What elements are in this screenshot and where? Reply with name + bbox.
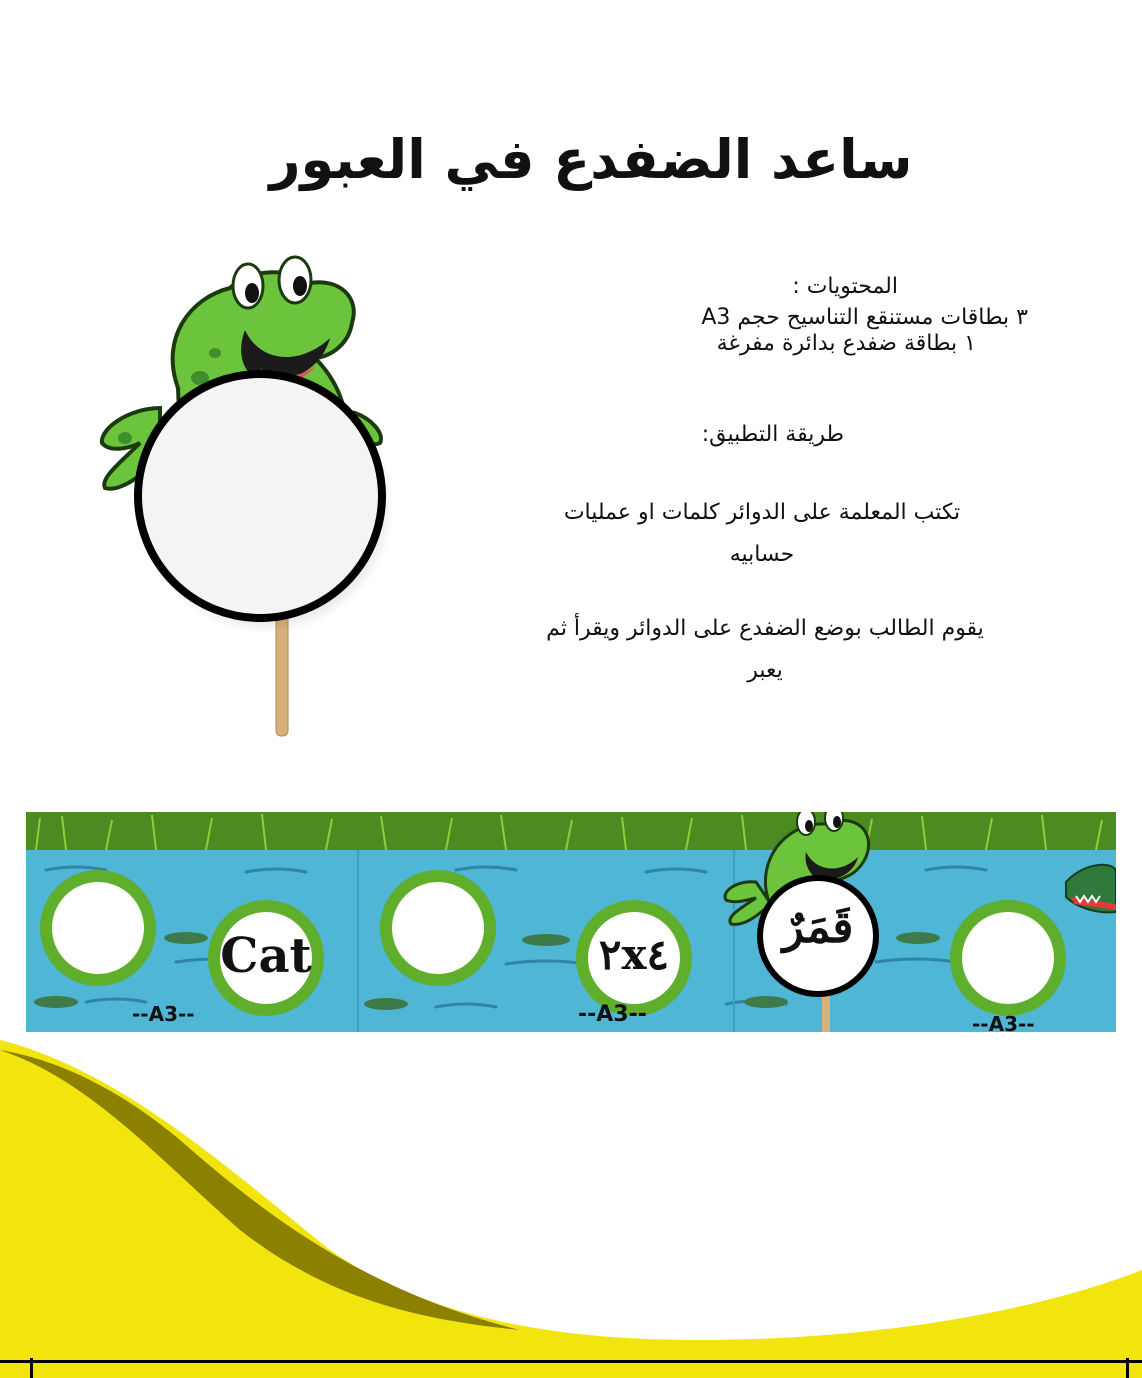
decorative-wave — [0, 1040, 1142, 1378]
swamp-board-illustration — [26, 812, 1116, 1032]
card-text-math: ٢x٤ — [598, 930, 670, 979]
size-label: --A3-- — [578, 1002, 647, 1027]
page-title: ساعد الضفدع في العبور — [269, 128, 913, 191]
contents-item: ١ بطاقة ضفدع بدائرة مفرغة — [716, 331, 976, 356]
contents-list — [701, 305, 1028, 357]
contents-heading: المحتويات : — [792, 274, 898, 299]
size-label: --A3-- — [972, 1012, 1035, 1036]
frog-sign-illustration — [90, 238, 400, 743]
empty-circle — [138, 374, 382, 618]
size-label: --A3-- — [132, 1002, 195, 1026]
method-step-1: تكتب المعلمة على الدوائر كلمات او عمليات حسابيه — [563, 500, 961, 567]
method-heading: طريقة التطبيق: — [701, 422, 844, 447]
card-text-moon: قَمَرٌ — [782, 902, 854, 953]
contents-item: ٣ بطاقات مستنقع التناسيح حجم A3 — [701, 305, 1028, 330]
card-text-cat: Cat — [220, 928, 312, 984]
method-step-2: يقوم الطالب بوضع الضفدع على الدوائر ويقرأ ثم يعبر — [546, 616, 984, 683]
game-board — [26, 812, 1116, 1036]
